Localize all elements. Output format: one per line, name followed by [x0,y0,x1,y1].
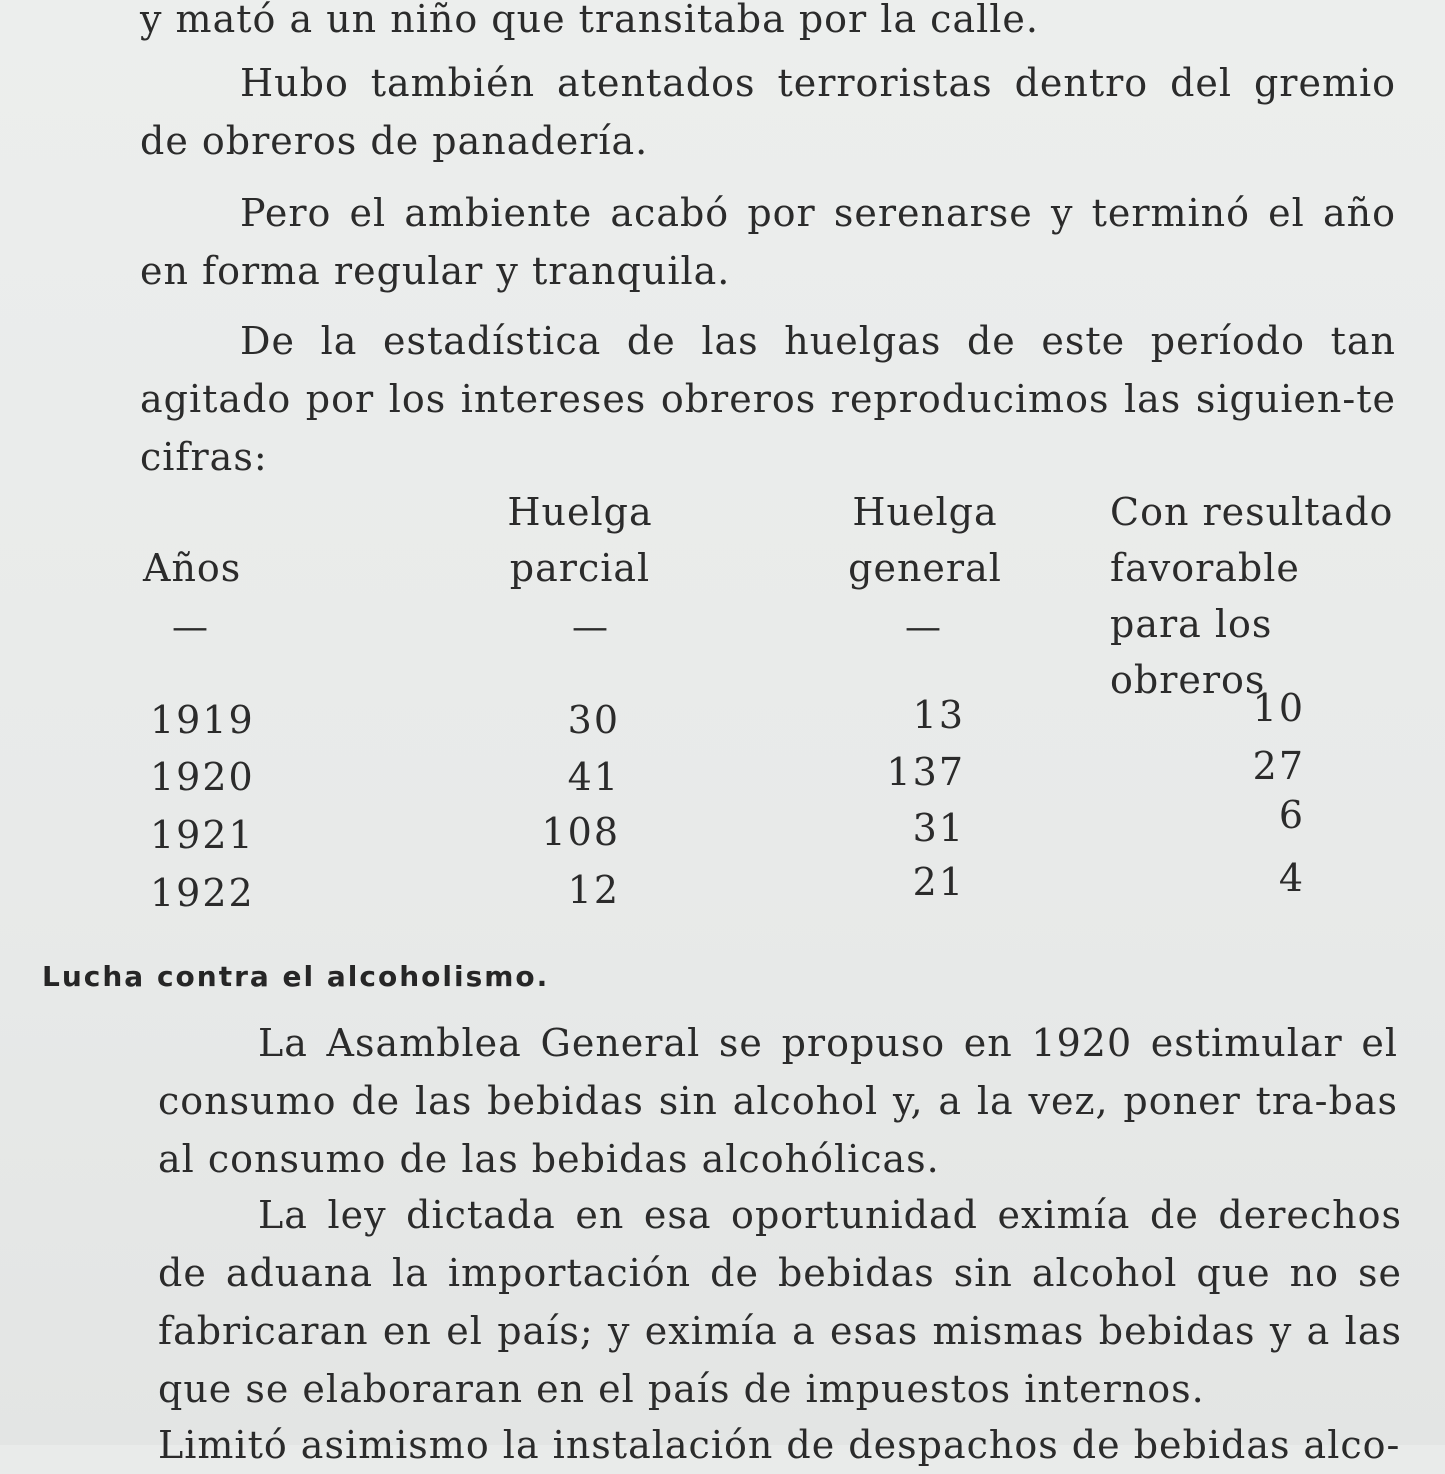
table-row-partial: 108 [541,810,620,854]
paragraph-assembly: La Asamblea General se propuso en 1920 estimular el consumo de las bebidas sin alcohol y, a la vez, poner tra-bas al consumo de las bebidas alcohólicas. [158,1021,1398,1181]
table-row-year: 1922 [150,871,255,915]
dash-general: — [905,607,941,648]
table-row-year: 1920 [150,755,255,799]
table-row-result: 10 [1252,686,1305,730]
table-row-year: 1921 [150,813,255,857]
table-row-general: 21 [912,860,965,904]
table-row-result: 6 [1278,793,1305,837]
table-row-partial: 41 [567,755,620,799]
paragraph-calm: Pero el ambiente acabó por serenarse y terminó el año en forma regular y tranquila. [140,191,1396,293]
table-row-result: 27 [1252,744,1305,788]
section-heading: Lucha contra el alcoholismo. [42,960,550,993]
paragraph-statistics-intro: De la estadística de las huelgas de este período tan agitado por los intereses obreros reproducimos las siguien-te cifras: [140,319,1396,479]
table-row-general: 13 [912,693,965,737]
table-row-result: 4 [1278,856,1305,900]
paragraph-terrorist-attacks: Hubo también atentados terroristas dentro del gremio de obreros de panadería. [140,61,1396,163]
dash-years: — [172,607,208,648]
table-row-partial: 30 [567,698,620,742]
header-partial-strike: Huelga parcial [507,490,653,590]
header-years: Años [143,546,242,590]
paragraph-limit-partial: Limitó asimismo la instalación de despachos de bebidas alco- [158,1423,1401,1467]
paragraph-law: La ley dictada en esa oportunidad eximía de derechos de aduana la importación de bebidas sin alcohol que no se fabricaran en el país; y eximía a esas mismas bebidas y a las que se elaboraran en el país de impuestos internos. [158,1193,1402,1411]
table-row-general: 137 [886,750,965,794]
table-row-general: 31 [912,806,965,850]
paragraph-murder: y mató a un niño que transitaba por la calle. [140,0,1039,41]
header-favorable-result: Con resultado favorable para los obreros [1110,490,1394,702]
table-row-partial: 12 [567,868,620,912]
header-general-strike: Huelga general [848,490,1002,590]
dash-partial: — [572,607,608,648]
table-row-year: 1919 [150,698,255,742]
